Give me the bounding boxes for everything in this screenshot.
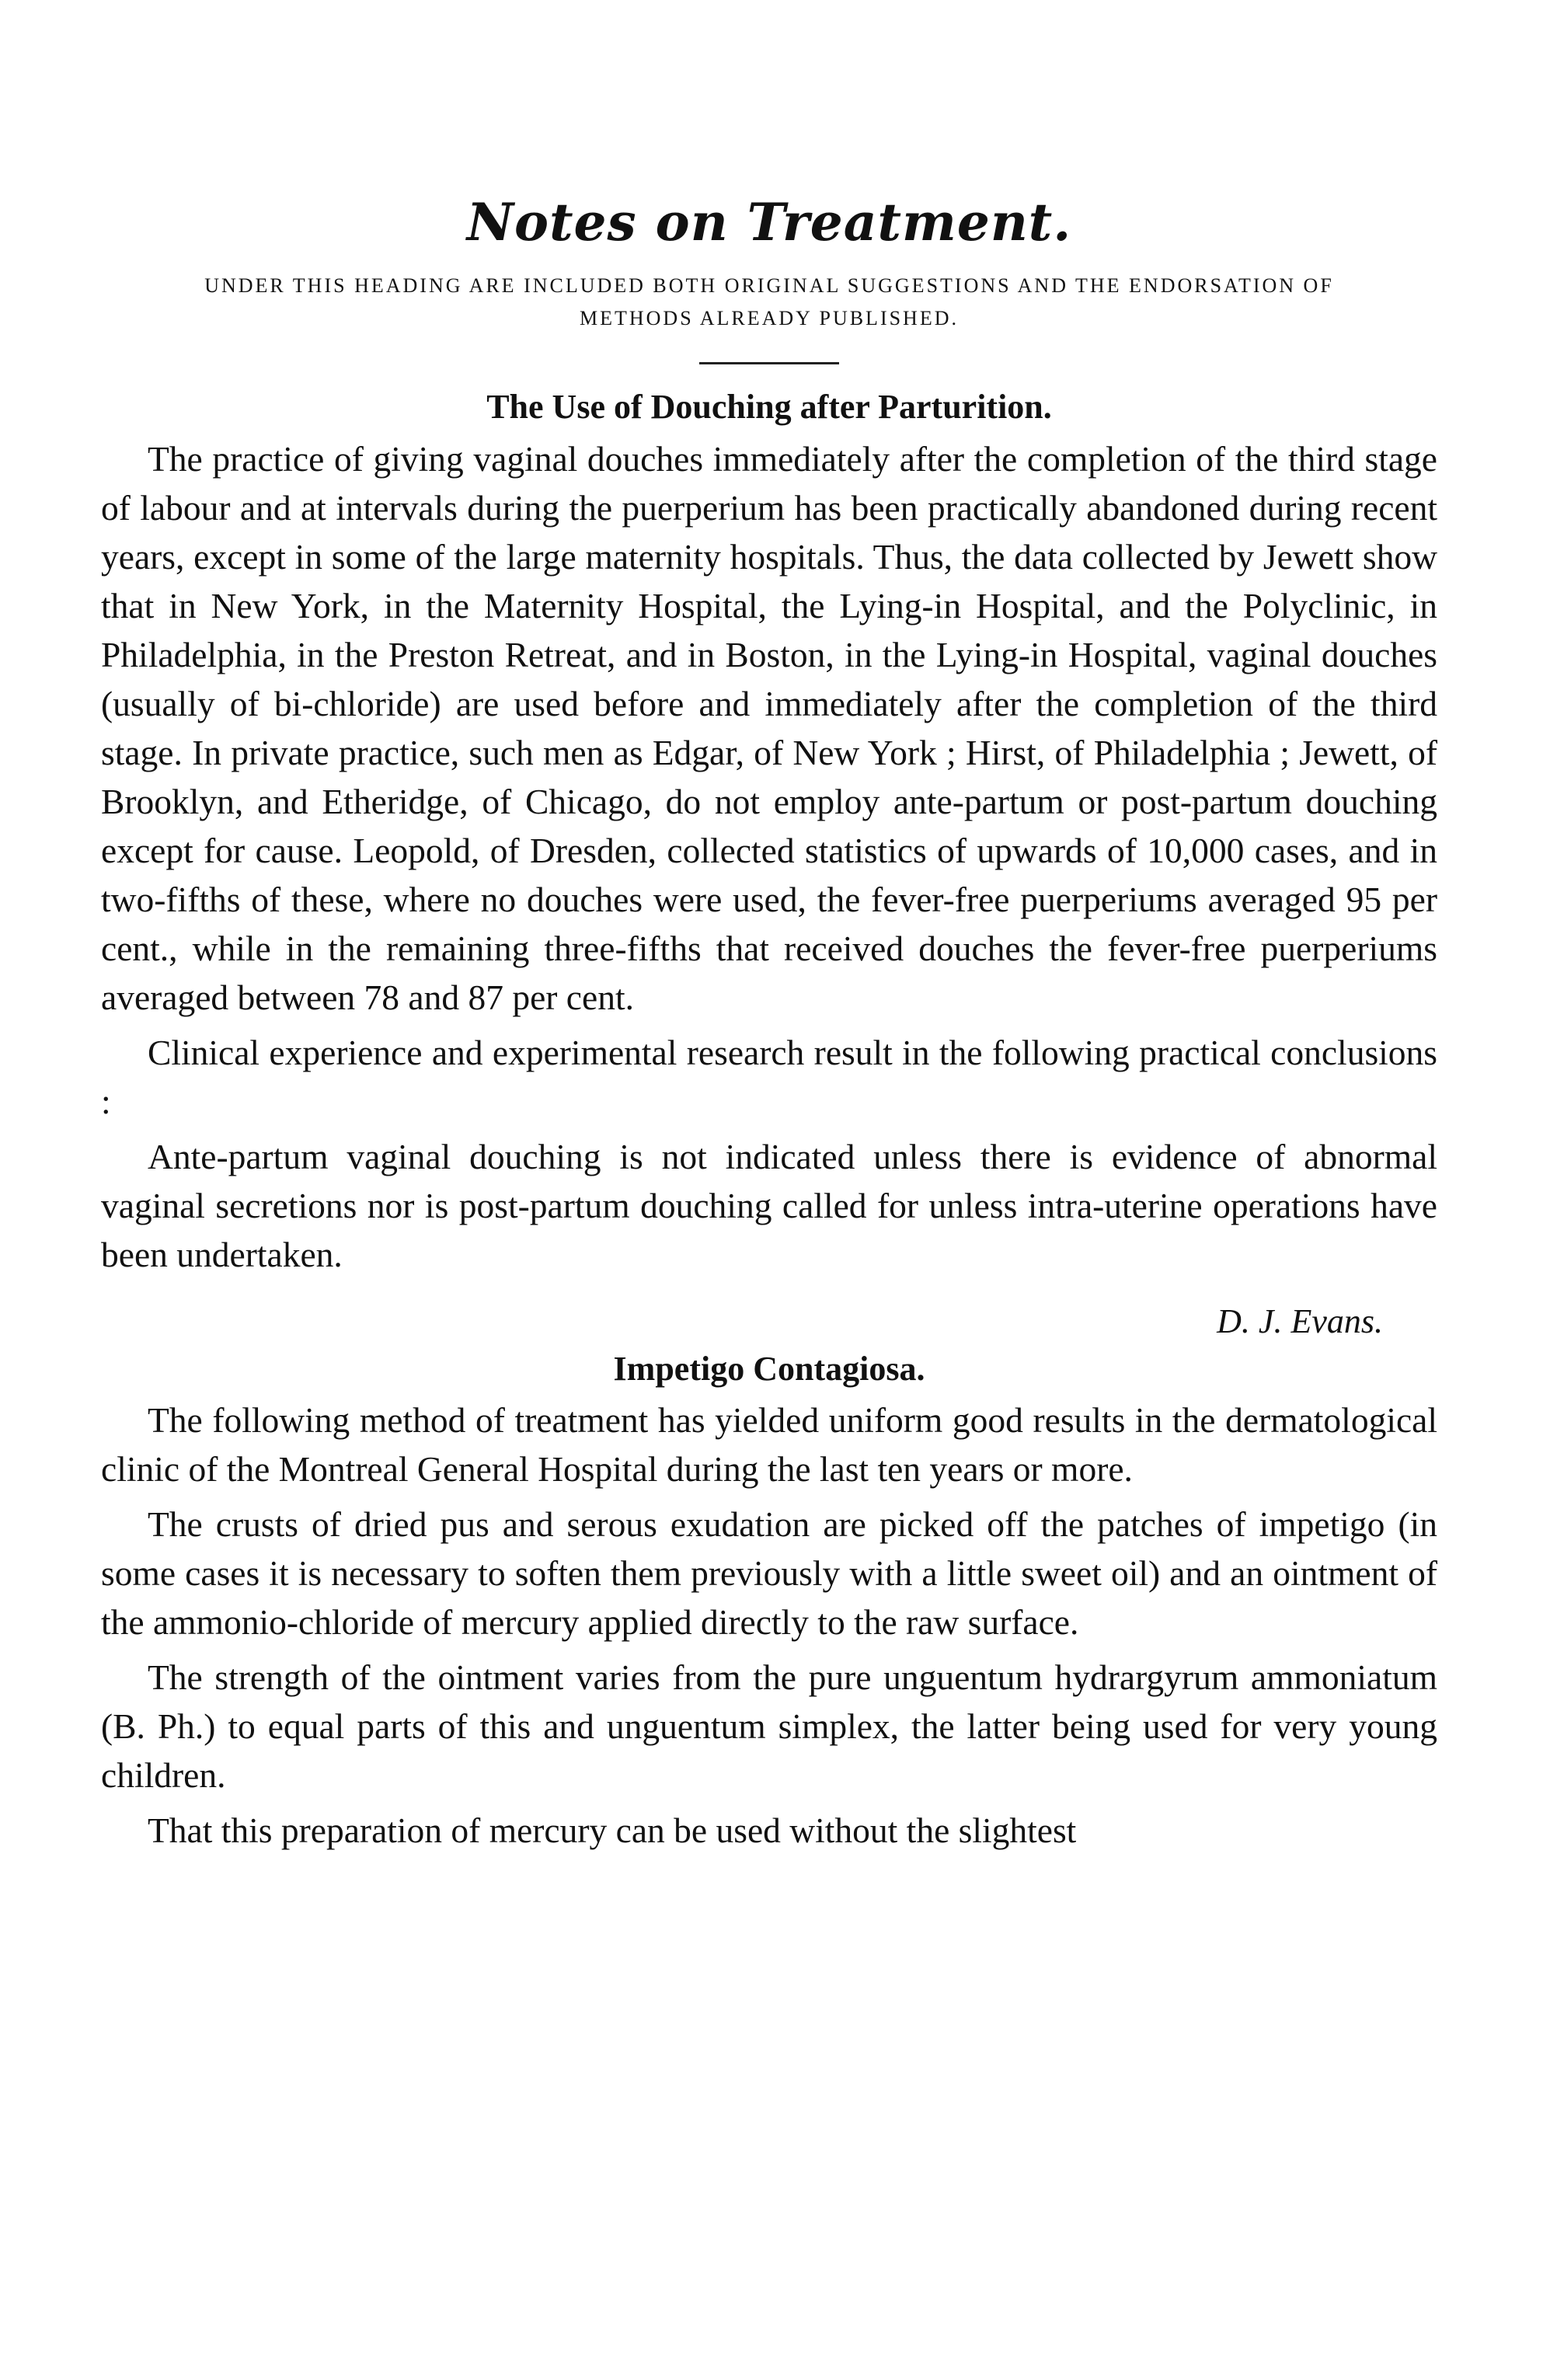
text-column xyxy=(101,194,1437,1855)
paragraph: Clinical experience and experimental research result in the following practical conclusions : xyxy=(101,1032,1437,1121)
article-title-douching: The Use of Douching after Parturition. xyxy=(486,388,1052,427)
paragraph: The strength of the ointment varies from the pure unguentum hydrargyrum ammoniatum (B. Ph.) to equal parts of this and unguentum simplex, the latter being used for very young children. xyxy=(101,1657,1437,1795)
paragraph: The following method of treatment has yielded uniform good results in the dermatological clinic of the Montreal General Hospital during the last ten years or more. xyxy=(101,1399,1437,1489)
paragraph: The practice of giving vaginal douches immediately after the completion of the third stage of labour and at intervals during the puerperium has been practically abandoned during recent years, except in some of the large maternity hospitals. Thus, the data collected by Jewett show that in New York, in the Maternity Hospital, the Lying-in Hospital, and the Polyclinic, in Philadelphia, in the Preston Retreat, and in Boston, in the Lying-in Hospital, vaginal douches (usually of bi-chloride) are used before and immediately after the completion of the third stage. In private practice, such men as Edgar, of New York ; Hirst, of Philadelphia ; Jewett, of Brooklyn, and Etheridge, of Chicago, do not employ ante-partum or post-partum douching except for cause. Leopold, of Dresden, collected statistics of upwards of 10,000 cases, and in two-fifths of these, where no douches were used, the fever-free puerperiums averaged 95 per cent., while in the remaining three-fifths that received douches the fever-free puerperiums averaged between 78 and 87 per cent. xyxy=(101,438,1437,1017)
section-title: Notes on Treatment. xyxy=(466,192,1072,253)
paragraph: Ante-partum vaginal douching is not indicated unless there is evidence of abnormal vaginal secretions nor is post-partum douching called for unless intra-uterine operations have been undertaken. xyxy=(101,1136,1437,1274)
article-title-impetigo: Impetigo Contagiosa. xyxy=(613,1349,925,1388)
article-body-douching xyxy=(101,434,1437,1279)
paragraph: The crusts of dried pus and serous exudation are picked off the patches of impetigo (in some cases it is necessary to soften them previously with a little sweet oil) and an ointment of the ammonio-chloride of mercury applied directly to the raw surface. xyxy=(101,1504,1437,1642)
divider-rule xyxy=(699,362,839,364)
paragraph: That this preparation of mercury can be used without the slightest xyxy=(148,1810,1077,1850)
article-body-impetigo xyxy=(101,1396,1437,1855)
section-subheading: UNDER THIS HEADING ARE INCLUDED BOTH ORIGINAL SUGGESTIONS AND THE ENDORSATION OF METHODS ALREADY PUBLISHED. xyxy=(204,274,1334,330)
author-signature: D. J. Evans. xyxy=(1217,1302,1383,1340)
